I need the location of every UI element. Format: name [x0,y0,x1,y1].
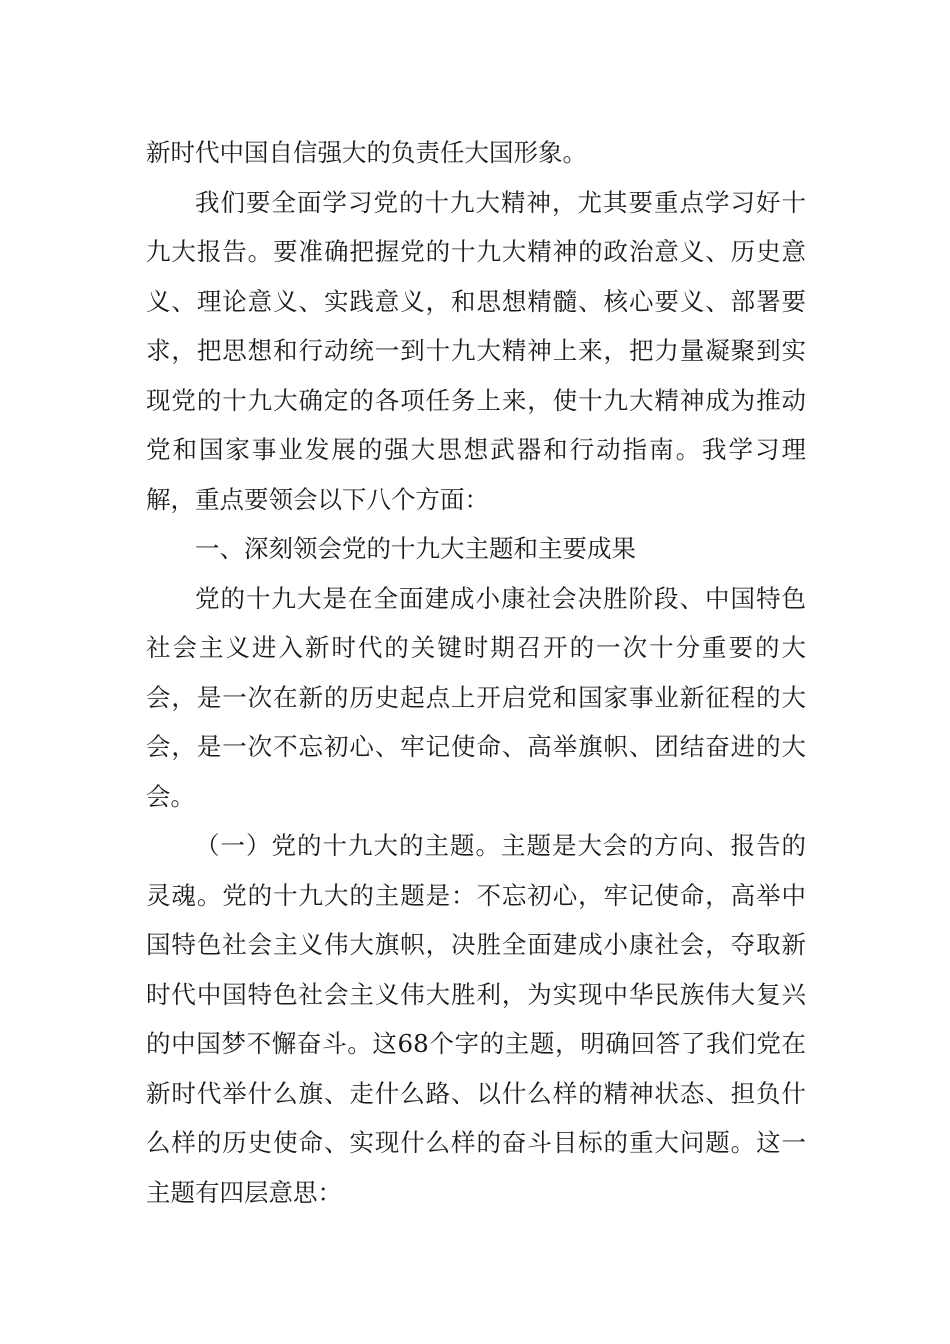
section-heading-1: 一、深刻领会党的十九大主题和主要成果 [195,534,636,563]
paragraph-study-spirit: 我们要全面学习党的十九大精神，尤其要重点学习好十九大报告。要准确把握党的十九大精神的政治意义、历史意义、理论意义、实践意义，和思想精髓、核心要义、部署要求，把思想和行动统一到十九大精神上来，把力量凝聚到实现党的十九大确定的各项任务上来，使十九大精神成为推动党和国家事业发展的强大思想武器和行动指南。我学习理解，重点要领会以下八个方面： [146,187,806,514]
paragraph-continuation: 新时代中国自信强大的负责任大国形象。 [146,138,587,167]
document-body [146,128,806,1217]
paragraph-congress-overview: 党的十九大是在全面建成小康社会决胜阶段、中国特色社会主义进入新时代的关键时期召开的一次十分重要的大会，是一次在新的历史起点上开启党和国家事业新征程的大会，是一次不忘初心、牢记使命、高举旗帜、团结奋进的大会。 [146,583,806,811]
paragraph-theme: （一）党的十九大的主题。主题是大会的方向、报告的灵魂。党的十九大的主题是：不忘初心，牢记使命，高举中国特色社会主义伟大旗帜，决胜全面建成小康社会，夺取新时代中国特色社会主义伟大胜利，为实现中华民族伟大复兴的中国梦不懈奋斗。这68个字的主题，明确回答了我们党在新时代举什么旗、走什么路、以什么样的精神状态、担负什么样的历史使命、实现什么样的奋斗目标的重大问题。这一主题有四层意思： [146,831,806,1207]
